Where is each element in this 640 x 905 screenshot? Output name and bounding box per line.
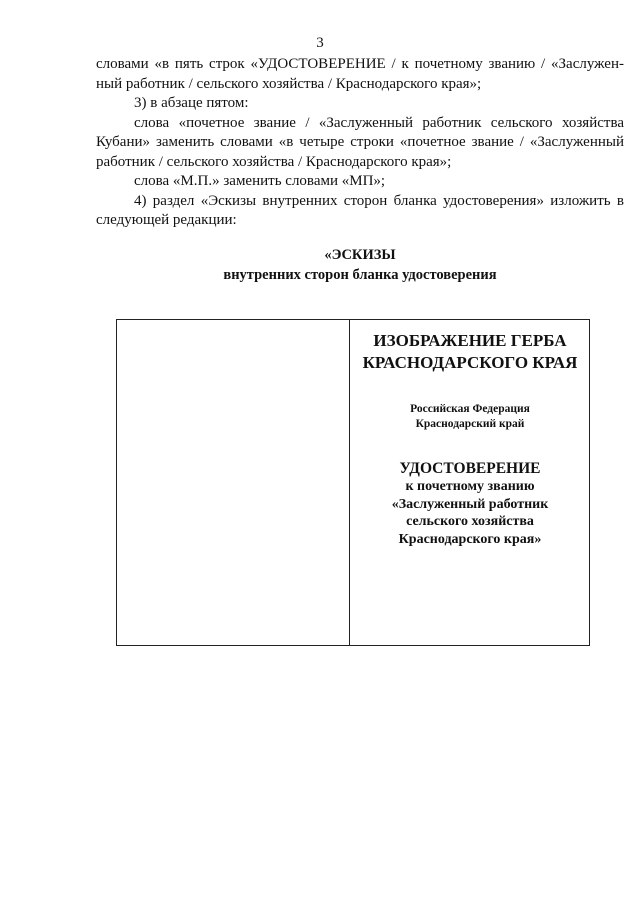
certificate-line: сельского хозяйства bbox=[406, 514, 534, 529]
paragraph-line: Кубани» заменить словами «в четыре строки «почетное звание / «Заслуженный bbox=[96, 134, 624, 150]
body-text bbox=[96, 55, 624, 231]
certificate-line: к почетному званию bbox=[405, 479, 535, 494]
certificate-title: УДОСТОВЕРЕНИЕ bbox=[399, 460, 541, 477]
certificate-form-sketch bbox=[116, 319, 590, 646]
region-name: Краснодарский край bbox=[415, 418, 525, 430]
paragraph-line: 3) в абзаце пятом: bbox=[134, 95, 249, 111]
sketch-title: «ЭСКИЗЫ bbox=[324, 247, 396, 263]
emblem-line: ИЗОБРАЖЕНИЕ ГЕРБА bbox=[373, 331, 567, 350]
country-name: Российская Федерация bbox=[410, 403, 530, 415]
form-right-side bbox=[350, 320, 590, 548]
emblem-placeholder bbox=[350, 330, 590, 374]
sketch-subtitle: внутренних сторон бланка удостоверения bbox=[223, 267, 497, 283]
emblem-line: КРАСНОДАРСКОГО КРАЯ bbox=[362, 353, 578, 372]
sketch-heading bbox=[0, 245, 640, 285]
paragraph-line: ный работник / сельского хозяйства / Краснодарского края»; bbox=[96, 75, 482, 92]
certificate-line: «Заслуженный работник bbox=[391, 496, 549, 512]
paragraph-line: следующей редакции: bbox=[96, 212, 237, 228]
paragraph-line: слова «почетное звание / «Заслуженный работник сельского хозяйства bbox=[134, 114, 624, 131]
paragraph-line: слова «М.П.» заменить словами «МП»; bbox=[134, 173, 386, 189]
paragraph-line: 4) раздел «Эскизы внутренних сторон бланка удостоверения» изложить в bbox=[134, 192, 624, 209]
region-block bbox=[350, 402, 590, 432]
page-number: 3 bbox=[316, 35, 324, 51]
paragraph-line: работник / сельского хозяйства / Краснодарского края»; bbox=[96, 153, 452, 170]
paragraph-line: словами «в пять строк «УДОСТОВЕРЕНИЕ / к почетному званию / «Заслужен- bbox=[96, 56, 624, 72]
certificate-line: Краснодарского края» bbox=[398, 531, 542, 547]
